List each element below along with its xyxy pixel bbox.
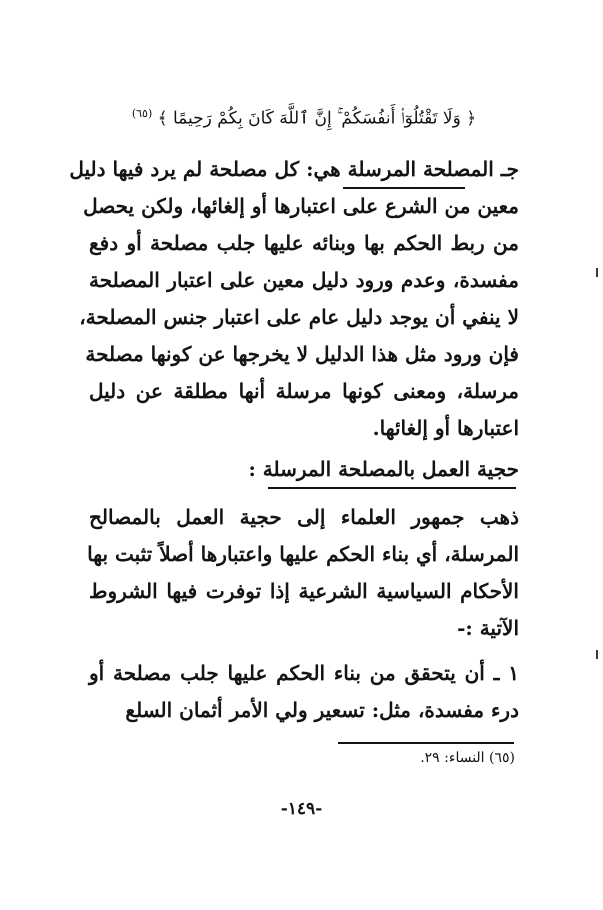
definition-line-6: فإن ورود مثل هذا الدليل لا يخرجها عن كونها مصلحة	[85, 342, 519, 366]
footnote: (٦٥) النساء: ٢٩.	[420, 750, 515, 766]
section-line-1: ذهب جمهور العلماء إلى حجية العمل بالمصالح	[89, 505, 519, 529]
defined-term: جـ المصلحة المرسلة هي	[313, 157, 519, 181]
condition-line-2: درء مفسدة، مثل: تسعير ولي الأمر أثمان السلع	[125, 698, 519, 722]
section-heading: حجية العمل بالمصلحة المرسلة :	[248, 457, 519, 481]
definition-line-5: لا ينفي أن يوجد دليل عام على اعتبار جنس المصلحة،	[79, 305, 519, 329]
definition-line-1	[69, 156, 519, 182]
definition-line-3: من ربط الحكم بها وبنائه عليها جلب مصلحة أو دفع	[89, 231, 519, 255]
definition-line-8: اعتبارها أو إلغائها.	[372, 416, 519, 440]
definition-line-2: معين من الشرع على اعتبارها أو إلغائها، ولكن يحصل	[83, 194, 519, 218]
page-number: -١٤٩-	[280, 799, 323, 819]
margin-mark	[596, 650, 598, 659]
margin-mark	[596, 268, 598, 277]
condition-line-1: ١ ـ أن يتحقق من بناء الحكم عليها جلب مصلحة أو	[89, 661, 519, 685]
quran-verse	[89, 102, 519, 131]
definition-line-7: مرسلة، ومعنى كونها مرسلة أنها مطلقة عن دليل	[89, 379, 519, 403]
verse-footnote-marker: (٦٥)	[131, 107, 153, 120]
section-line-3: الأحكام السياسية الشرعية إذا توفرت فيها الشروط	[89, 579, 519, 603]
verse-text: ﴿ وَلَا تَقْتُلُوٓا۟ أَنفُسَكُمْ ۚ إِنَّ ٱللَّهَ كَانَ بِكُمْ رَحِيمًا ﴾	[157, 108, 477, 129]
definition-line-4: مفسدة، وعدم ورود دليل معين على اعتبار المصلحة	[89, 268, 519, 292]
section-line-4: الآتية :-	[457, 616, 519, 640]
definition-line-1-rest: : كل مصلحة لم يرد فيها دليل	[69, 157, 314, 181]
footnote-rule	[338, 742, 514, 744]
term-underline	[343, 187, 465, 189]
heading-underline	[268, 487, 516, 489]
section-line-2: المرسلة، أي بناء الحكم عليها واعتبارها أصلاً تثبت بها	[87, 542, 519, 566]
